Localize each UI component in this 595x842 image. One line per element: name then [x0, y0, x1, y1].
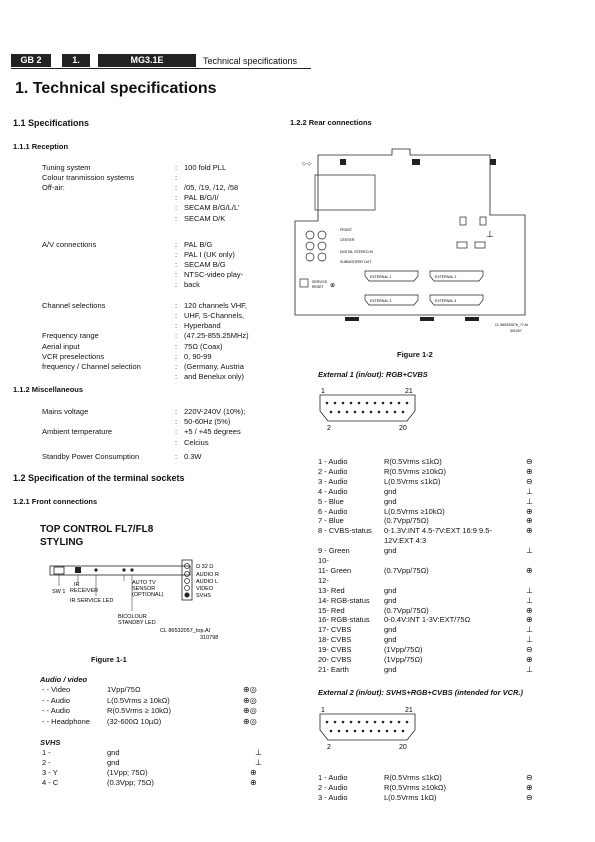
rear-figure-code: CL 86532057b_??.AI — [495, 323, 528, 327]
row-label: A/V connections — [42, 239, 97, 249]
pin-name: 21- Earth — [318, 664, 349, 674]
label-receiver: IR — [74, 582, 80, 588]
label-ir-service-led: IR SERVICE LED — [70, 598, 114, 604]
svg-text:RECEIVER: RECEIVER — [70, 588, 99, 594]
scart-pin — [334, 721, 337, 724]
scart-outline — [320, 395, 415, 421]
rear-cinch-1-icon — [306, 231, 314, 239]
connector-icon: ⊖ — [526, 773, 533, 782]
pin-value: 12V:EXT 4:3 — [384, 536, 427, 546]
svg-text:⊥: ⊥ — [486, 229, 494, 239]
scart-pin — [366, 721, 369, 724]
pin-value: L(0.5Vrms ≥10kΩ) — [384, 506, 445, 516]
label-audio-l: AUDIO L — [196, 579, 219, 585]
label-subwoofer-out: SUBWOOFER OUT — [340, 260, 372, 264]
pin-name: 10- — [318, 556, 329, 565]
row-value: Celcius — [184, 437, 209, 447]
scart-pin — [390, 721, 393, 724]
connector-icon: ⊖ — [526, 645, 533, 655]
pin-value: 0-1.3V:INT 4.5-7V:EXT 16:9 9.5- — [384, 526, 492, 536]
pin-name: - - Audio — [42, 706, 70, 715]
row-value: and Benelux only) — [184, 371, 245, 381]
ir-service-led-dot — [94, 568, 97, 571]
ground-icon: ⊥ — [526, 585, 533, 595]
rear-figure-date: 301097 — [510, 329, 522, 333]
pin-name: 15- Red — [318, 605, 345, 615]
pin-name: 13- Red — [318, 585, 345, 595]
pin-value: (32-600Ω 10µΩ) — [107, 716, 162, 726]
scart-pin — [398, 721, 401, 724]
connector-icon: ⊕ — [526, 655, 533, 664]
row-colon: : — [175, 311, 178, 321]
front-panel-strip — [50, 566, 190, 575]
sensor-dot — [122, 568, 125, 571]
row-colon: : — [175, 213, 178, 223]
audio-l-socket-icon — [185, 579, 190, 584]
pin-value: R(0.5Vrms ≤1kΩ) — [384, 773, 442, 782]
av-connector-icon: ⊕◎ — [243, 716, 257, 726]
scart-pin — [374, 721, 377, 724]
pin-name: 7 - Blue — [318, 516, 344, 526]
svg-text:◇·◇: ◇·◇ — [302, 161, 312, 167]
pin-value: (1Vpp; 75Ω) — [107, 768, 148, 777]
pin-value: gnd — [384, 585, 397, 595]
ground-icon: ⊥ — [526, 486, 533, 496]
pin-name: 14- RGB-status — [318, 595, 370, 605]
row-colon: : — [175, 341, 178, 351]
pin-label-1: 1 — [321, 707, 325, 714]
rear-cinch-5-icon — [306, 253, 314, 261]
row-value: 100 fold PLL — [184, 163, 227, 172]
pin-value: L(0.5Vrms 1kΩ) — [384, 793, 437, 802]
row-value: 50-60Hz (5%) — [184, 417, 231, 427]
pin-value: gnd — [384, 546, 397, 556]
row-value: SECAM D/K — [184, 213, 226, 223]
header-box-section: GB 2 — [11, 54, 51, 67]
label-standby-led: STANDBY LED — [118, 620, 156, 626]
pin-name: 16- RGB-status — [318, 615, 370, 625]
section-front-connections: 1.2.1 Front connections — [13, 497, 98, 506]
pin-value: gnd — [384, 625, 397, 635]
ground-icon: ⊥ — [526, 635, 533, 645]
sw1-button — [54, 567, 64, 574]
page-title: 1. Technical specifications — [15, 80, 217, 97]
pin-name: 1 - — [42, 748, 51, 757]
row-colon: : — [175, 371, 178, 381]
pin-value: (1Vpp/75Ω) — [384, 655, 423, 664]
scart-pin — [326, 721, 329, 724]
pin-value: R(0.5Vrms ≤1kΩ) — [384, 457, 442, 466]
svg-text:SERVICE: SERVICE — [312, 280, 328, 284]
svhs-title: SVHS — [40, 738, 61, 747]
pin-value: 1Vpp/75Ω — [107, 685, 141, 694]
top-control-title: TOP CONTROL FL7/FL8 STYLING — [40, 524, 154, 548]
svhs-socket-icon — [185, 593, 190, 598]
pin-name: 11- Green — [318, 565, 352, 575]
pin-name: 3 - Y — [42, 768, 58, 777]
row-colon: : — [175, 163, 178, 172]
row-colon: : — [175, 239, 178, 249]
rear-cinch-6-icon — [318, 253, 326, 261]
row-colon: : — [175, 407, 178, 416]
row-colon: : — [175, 331, 178, 341]
row-value: +5 / +45 degrees — [184, 427, 241, 437]
scart-pin — [402, 411, 405, 414]
label-video: VIDEO — [196, 586, 214, 592]
ground-icon: ⊥ — [526, 546, 533, 556]
rear-panel-window — [315, 175, 375, 210]
ground-icon: ⊥ — [526, 625, 533, 635]
pin-value: (1Vpp/75Ω) — [384, 645, 423, 655]
pin-name: 4 - Audio — [318, 486, 348, 496]
pin-name: 6 - Audio — [318, 506, 348, 516]
scart-pin — [394, 411, 397, 414]
figure-date: 310798 — [200, 635, 219, 641]
pin-value: gnd — [384, 635, 397, 645]
row-colon: : — [175, 249, 178, 259]
pin-name: 3 - Audio — [318, 793, 348, 802]
row-label: Channel selections — [42, 301, 106, 311]
row-label: frequency / Channel selection — [42, 361, 141, 371]
row-colon: : — [175, 259, 178, 269]
rear-cinch-2-icon — [318, 231, 326, 239]
scart-pin — [386, 411, 389, 414]
scart-pin — [358, 721, 361, 724]
scart-pinout-1 — [315, 385, 425, 433]
figure-1-1-caption: Figure 1-1 — [91, 655, 127, 664]
pin-value: L(0.5Vrms ≤1kΩ) — [384, 476, 441, 486]
row-value: /05, /19, /12, /58 — [184, 183, 239, 193]
ground-icon: ⊥ — [255, 748, 262, 757]
pin-name: 1 - Audio — [318, 457, 348, 466]
video-socket-icon — [185, 586, 190, 591]
ground-icon: ⊥ — [526, 664, 533, 674]
label-bicolour: BICOLOUR — [118, 614, 147, 620]
row-colon: : — [175, 321, 178, 331]
row-value: SECAM B/G — [184, 259, 226, 269]
bicolour-led-dot — [130, 568, 133, 571]
pin-value: gnd — [107, 748, 120, 757]
scart-pin — [366, 402, 369, 405]
row-value: PAL B/G/I/ — [184, 193, 219, 203]
section-terminal-sockets: 1.2 Specification of the terminal sockets — [13, 473, 185, 483]
row-value: back — [184, 280, 200, 289]
av-connector-icon: ⊕◎ — [243, 685, 257, 694]
row-colon: : — [175, 183, 178, 193]
label-sensor: SENSOR — [132, 586, 156, 592]
pin-name: 19- CVBS — [318, 645, 352, 655]
connector-icon: ⊕ — [526, 615, 533, 625]
front-panel-diagram — [40, 556, 280, 646]
row-colon: : — [175, 193, 178, 203]
row-value: 0.3W — [184, 451, 202, 461]
pin-name: - - Headphone — [42, 716, 90, 726]
label-svhs: SVHS — [196, 593, 211, 599]
pin-name: 18- CVBS — [318, 635, 352, 645]
pin-value: R(0.5Vrms ≥10kΩ) — [384, 466, 446, 476]
scart-pin — [334, 402, 337, 405]
row-value: UHF, S-Channels, — [184, 311, 245, 321]
svg-text:EXTERNAL 1: EXTERNAL 1 — [370, 275, 392, 279]
pin-value: (0.7Vpp/75Ω) — [384, 605, 429, 615]
label-auto-tv: AUTO TV — [132, 580, 156, 586]
scart-pin — [342, 721, 345, 724]
scart-pin — [398, 402, 401, 405]
ground-icon: ⊥ — [526, 595, 533, 605]
row-value: 0, 90-99 — [184, 351, 212, 361]
scart-pinout-2 — [315, 704, 425, 752]
scart-pin — [342, 402, 345, 405]
pin-value: gnd — [107, 758, 120, 767]
connector-icon: ⊕ — [526, 466, 533, 476]
row-value: PAL I (UK only) — [184, 249, 235, 259]
row-colon: : — [175, 269, 178, 279]
pin-name: 3 - Audio — [318, 476, 348, 486]
pin-value: R(0.5Vrms ≥ 10kΩ) — [107, 706, 172, 715]
row-colon: : — [175, 203, 178, 213]
header-box-model: MG3.1E — [98, 54, 196, 67]
connector-icon: ⊕ — [250, 768, 257, 777]
row-colon: : — [175, 280, 178, 289]
header-box-chapter: 1. — [62, 54, 90, 67]
pin-value: (0.3Vpp; 75Ω) — [107, 778, 154, 787]
scart-pin — [382, 402, 385, 405]
pin-name: 1 - Audio — [318, 773, 348, 782]
row-label: Aerial input — [42, 341, 80, 351]
pin-label-21: 21 — [405, 707, 413, 714]
scart-pin — [394, 730, 397, 733]
scart-pin — [330, 730, 333, 733]
row-colon: : — [175, 351, 178, 361]
row-label: Mains voltage — [42, 407, 89, 416]
row-value: 75Ω (Coax) — [184, 341, 223, 351]
row-colon: : — [175, 361, 178, 371]
connector-icon: ⊕ — [526, 565, 533, 575]
pin-label-20: 20 — [399, 425, 407, 432]
connector-icon: ⊖ — [526, 793, 533, 802]
pin-name: - - Audio — [42, 695, 70, 705]
pin-name: 2 - — [42, 758, 51, 767]
rear-cinch-4-icon — [318, 242, 326, 250]
ir-receiver-window — [75, 567, 81, 573]
connector-icon: ⊕ — [250, 778, 257, 787]
pin-label-2: 2 — [327, 744, 331, 751]
row-label: Standby Power Consumption — [42, 451, 140, 461]
svg-text:EXTERNAL 3: EXTERNAL 3 — [370, 299, 392, 303]
row-value: NTSC-video play- — [184, 269, 244, 279]
row-label: Colour tranmission systems — [42, 173, 135, 183]
row-label: VCR preselections — [42, 351, 105, 361]
scart-pin — [362, 730, 365, 733]
row-colon: : — [175, 301, 178, 311]
svg-text:CENTER: CENTER — [340, 238, 355, 242]
pin-value: L(0.5Vrms ≥ 10kΩ) — [107, 695, 170, 705]
av-connector-icon: ⊕◎ — [243, 706, 257, 715]
label-audio-r: AUDIO R — [196, 572, 219, 578]
pin-value: gnd — [384, 496, 397, 506]
pin-name: 17- CVBS — [318, 625, 352, 635]
pin-label-1: 1 — [321, 388, 325, 395]
scart-pin — [402, 730, 405, 733]
svg-text:EXTERNAL 4: EXTERNAL 4 — [435, 299, 457, 303]
pin-value: R(0.5Vrms ≥10kΩ) — [384, 783, 446, 792]
row-colon: : — [175, 427, 178, 437]
scart-pin — [362, 411, 365, 414]
connector-icon: ⊕ — [526, 605, 533, 615]
connector-icon: ⊕ — [526, 516, 533, 526]
svg-text:EXTERNAL 2: EXTERNAL 2 — [435, 275, 457, 279]
scart-pin — [378, 730, 381, 733]
scart-pin — [370, 411, 373, 414]
pin-value: gnd — [384, 595, 397, 605]
scart-pin — [382, 721, 385, 724]
pin-label-21: 21 — [405, 388, 413, 395]
row-label: Off-air: — [42, 183, 65, 193]
external-2-title: External 2 (in/out): SVHS+RGB+CVBS (intended for VCR.) — [318, 688, 524, 697]
av-connector-icon: ⊕◎ — [243, 695, 257, 705]
scart-pin — [350, 721, 353, 724]
scart-pin — [386, 730, 389, 733]
connector-icon: ⊕ — [526, 783, 533, 792]
scart-pin — [358, 402, 361, 405]
section-reception: 1.1.1 Reception — [13, 142, 69, 151]
pin-value: (0.7Vpp/75Ω) — [384, 516, 429, 526]
header-rule — [11, 68, 311, 69]
row-colon: : — [175, 451, 178, 461]
ground-icon: ⊥ — [255, 758, 262, 767]
rear-panel-diagram — [290, 145, 540, 340]
svg-text:⊕: ⊕ — [330, 283, 336, 289]
pin-name: - - Video — [42, 685, 71, 694]
section-specifications: 1.1 Specifications — [13, 118, 90, 128]
label-digital-stereo-in: DIGITAL STEREO IN — [340, 250, 374, 254]
connector-icon: ⊖ — [526, 457, 533, 466]
svg-text:FRONT: FRONT — [340, 228, 353, 232]
row-value: SECAM B/G/L/L' — [184, 203, 240, 213]
scart-pin — [346, 730, 349, 733]
rear-cinch-3-icon — [306, 242, 314, 250]
pin-name: 4 - C — [42, 778, 59, 787]
row-colon: : — [175, 173, 178, 183]
svg-text:RESET: RESET — [312, 285, 324, 289]
pin-name: 12- — [318, 575, 329, 585]
pin-value: gnd — [384, 664, 397, 674]
label-optional: (OPTIONAL) — [132, 592, 164, 598]
connector-icon: ⊖ — [526, 476, 533, 486]
label-sw1: SW 1 — [52, 589, 66, 595]
label-ohm: Ω 32 Ω — [196, 564, 214, 570]
scart-pin — [354, 730, 357, 733]
scart-pin — [346, 411, 349, 414]
external-1-title: External 1 (in/out): RGB+CVBS — [318, 370, 428, 379]
ground-icon: ⊥ — [526, 496, 533, 506]
pin-name: 2 - Audio — [318, 783, 348, 792]
scart-pin — [378, 411, 381, 414]
pin-value: gnd — [384, 486, 397, 496]
scart-pin — [330, 411, 333, 414]
row-label: Tuning system — [42, 163, 91, 172]
row-colon: : — [175, 417, 178, 427]
scart-pin — [338, 411, 341, 414]
scart-pin — [350, 402, 353, 405]
figure-code: CL 86532057_top.AI — [160, 628, 211, 634]
section-miscellaneous: 1.1.2 Miscellaneous — [13, 385, 84, 394]
row-label: Frequency range — [42, 331, 99, 341]
connector-icon: ⊕ — [526, 526, 533, 536]
pin-label-20: 20 — [399, 744, 407, 751]
pin-name: 9 - Green — [318, 546, 350, 556]
row-value: (Germany, Austria — [184, 361, 244, 371]
pin-value: 0-0.4V:INT 1-3V:EXT/75Ω — [384, 615, 471, 625]
scart-pin — [390, 402, 393, 405]
row-colon: : — [175, 437, 178, 447]
row-value: Hyperband — [184, 321, 221, 331]
row-value: PAL B/G — [184, 239, 213, 249]
scart-outline — [320, 714, 415, 740]
pin-name: 8 - CVBS-status — [318, 526, 372, 536]
scart-pin — [338, 730, 341, 733]
row-value: 120 channels VHF, — [184, 301, 247, 311]
pin-name: 2 - Audio — [318, 466, 348, 476]
audio-r-socket-icon — [185, 572, 190, 577]
scart-pin — [406, 402, 409, 405]
scart-pin — [354, 411, 357, 414]
scart-pin — [406, 721, 409, 724]
pin-name: 20- CVBS — [318, 655, 352, 664]
scart-pin — [326, 402, 329, 405]
audio-video-title: Audio / video — [40, 675, 88, 684]
section-rear-connections: 1.2.2 Rear connections — [290, 118, 372, 127]
connector-icon: ⊕ — [526, 506, 533, 516]
pin-label-2: 2 — [327, 425, 331, 432]
row-value: 220V-240V (10%); — [184, 407, 246, 416]
scart-pin — [374, 402, 377, 405]
figure-1-2-caption: Figure 1-2 — [397, 350, 433, 359]
scart-pin — [370, 730, 373, 733]
header-title: Technical specifications — [203, 56, 298, 66]
row-value: (47.25-855.25MHz) — [184, 331, 249, 341]
pin-name: 5 - Blue — [318, 496, 344, 506]
row-label: Ambient temperature — [42, 427, 113, 437]
pin-value: (0.7Vpp/75Ω) — [384, 565, 429, 575]
